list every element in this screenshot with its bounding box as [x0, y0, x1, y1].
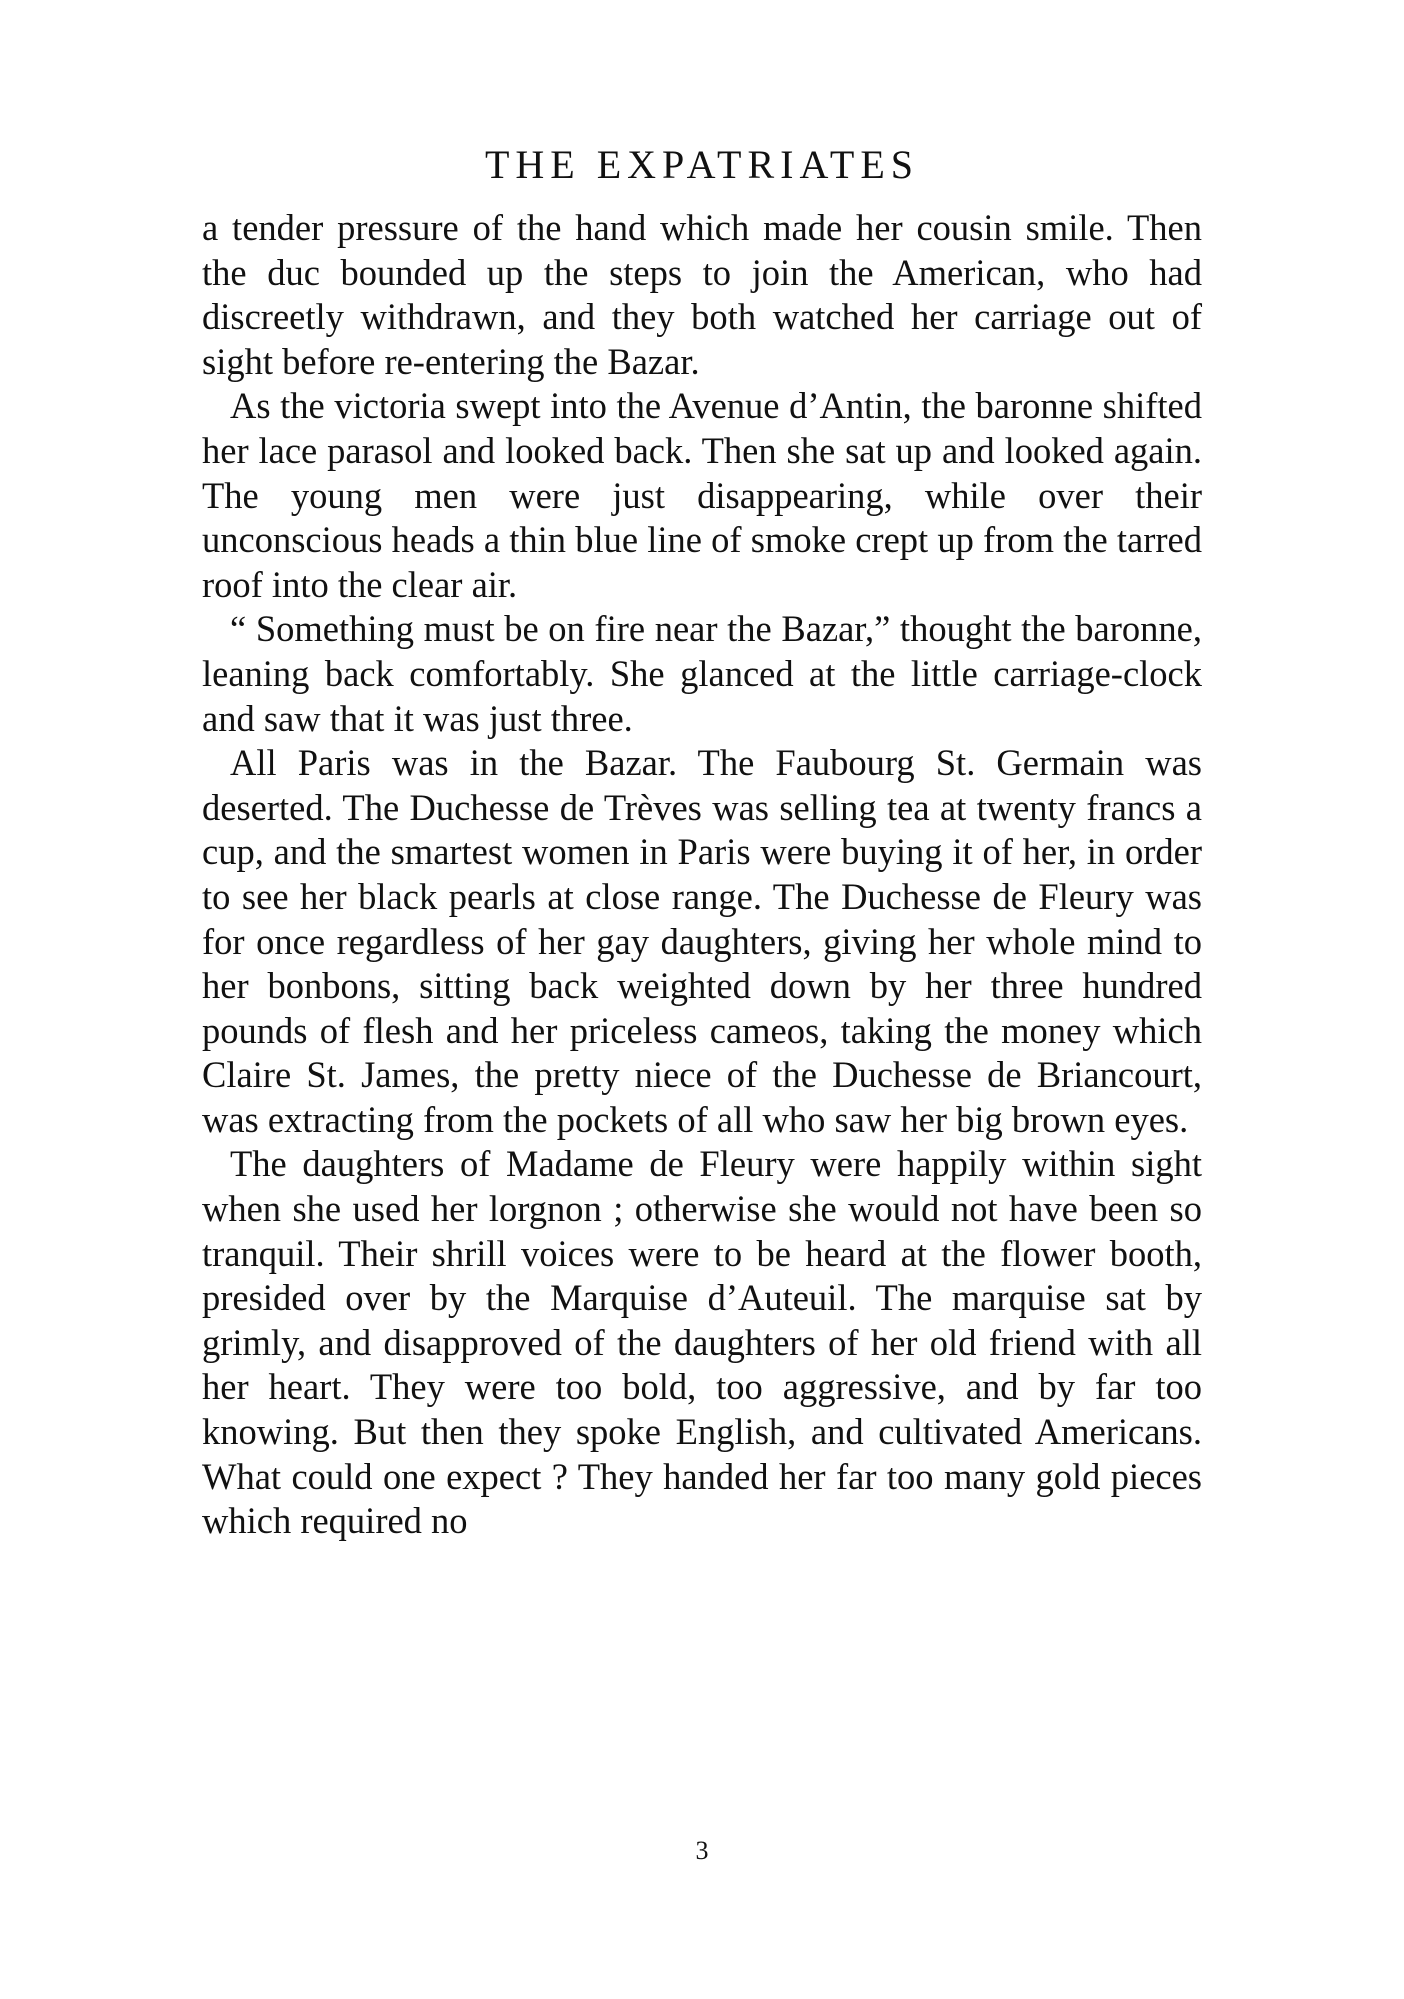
paragraph-5: The daughters of Madame de Fleury were happily within sight when she used her lorgnon ; otherwise she would not have been so tranquil. Their shrill voices were to be heard at the flower booth, presided over by the Marquise d’Auteuil. The marquise sat by grimly, and disapproved of the daughters of her old friend with all her heart. They were too bold, too aggressive, and by far too knowing. But then they spoke English, and cultivated Americans. What could one expect ? They handed her far too many gold pieces which required no	[202, 1143, 1202, 1542]
paragraph-3: “ Something must be on fire near the Bazar,” thought the baronne, leaning back comfortably. She glanced at the little carriage-clock and saw that it was just three.	[202, 608, 1202, 739]
paragraph-2: As the victoria swept into the Avenue d’Antin, the baronne shifted her lace parasol and looked back. Then she sat up and looked again. The young men were just disappearing, while over their unconscious heads a thin blue line of smoke crept up from the tarred roof into the clear air.	[202, 385, 1202, 605]
paragraph-4: All Paris was in the Bazar. The Faubourg St. Germain was deserted. The Duchesse de Trèves was selling tea at twenty francs a cup, and the smartest women in Paris were buying it of her, in order to see her black pearls at close range. The Duchesse de Fleury was for once regardless of her gay daughters, giving her whole mind to her bonbons, sitting back weighted down by her three hundred pounds of flesh and her priceless cameos, taking the money which Claire St. James, the pretty niece of the Duchesse de Briancourt, was extracting from the pockets of all who saw her big brown eyes.	[202, 742, 1202, 1140]
running-head-title: THE EXPATRIATES	[484, 142, 920, 187]
body-text	[202, 206, 1202, 1544]
book-page	[202, 140, 1202, 1544]
paragraph-1: a tender pressure of the hand which made her cousin smile. Then the duc bounded up the steps to join the American, who had discreetly withdrawn, and they both watched her carriage out of sight before re-entering the Bazar.	[202, 207, 1202, 382]
page-number: 3	[695, 1836, 709, 1865]
